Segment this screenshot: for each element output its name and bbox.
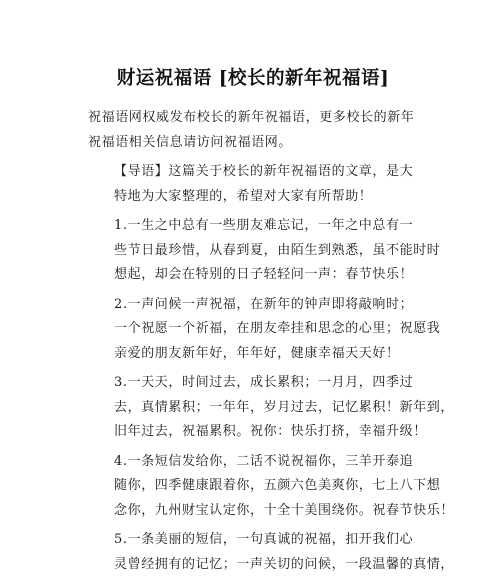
greeting-paragraph-1 [88,214,441,288]
text-line: 念你，九州财宝认定你，十全十美围绕你。祝春节快乐！ [114,502,455,518]
document-body [88,106,455,577]
text-line: 随你，四季健康跟着你，五颜六色美爽你，七上八下想 [114,478,441,493]
text-line: 1.一生之中总有一些朋友难忘记，一年之中总有一 [114,218,414,233]
document-page [88,0,455,582]
text-line: 一个祝愿一个祈福，在朋友牵挂和思念的心里；祝愿我 [114,321,441,336]
text-line: 特地为大家整理的，希望对大家有所帮助！ [114,188,373,204]
text-line: 亲爱的朋友新年好，年年好，健康幸福天天好！ [114,345,400,361]
lead-paragraph [88,160,418,209]
document-title: 财运祝福语 [校长的新年祝福语] [116,68,390,89]
text-line: 4.一条短信发给你，二话不说祝福你，三羊开泰追 [114,453,414,469]
text-line: 祝福语网权威发布校长的新年祝福语，更多校长的新年 [88,110,415,125]
text-line: 5.一条美丽的短信，一句真诚的祝福，扣开我们心 [114,532,414,547]
text-line: 些节日最珍惜，从春到夏，由陌生到熟悉，虽不能时时 [114,242,441,258]
text-line: 【导语】这篇关于校长的新年祝福语的文章，是大 [114,164,414,179]
text-line: 去，真情累积；一年年，岁月过去，记忆累积！新年到， [114,399,455,415]
text-line: 祝福语相关信息请访问祝福语网。 [88,134,293,150]
greeting-paragraph-2 [88,293,441,367]
greeting-paragraph-3 [88,371,455,445]
text-line: 想起，却会在特别的日子轻轻问一声：春节快乐！ [114,267,414,282]
text-line: 灵曾经拥有的记忆；一声关切的问候，一段温馨的真情， [114,556,455,572]
greeting-paragraph-5 [88,528,455,577]
text-line: 3.一天天，时间过去，成长累积；一月月，四季过 [114,375,414,390]
text-line: 旧年过去，祝福累积。祝你：快乐打挤，幸福升级！ [114,424,427,439]
intro-paragraph [88,106,418,155]
text-line: 2.一声问候一声祝福，在新年的钟声即将敲响时； [114,296,414,312]
greeting-paragraph-4 [88,450,455,524]
